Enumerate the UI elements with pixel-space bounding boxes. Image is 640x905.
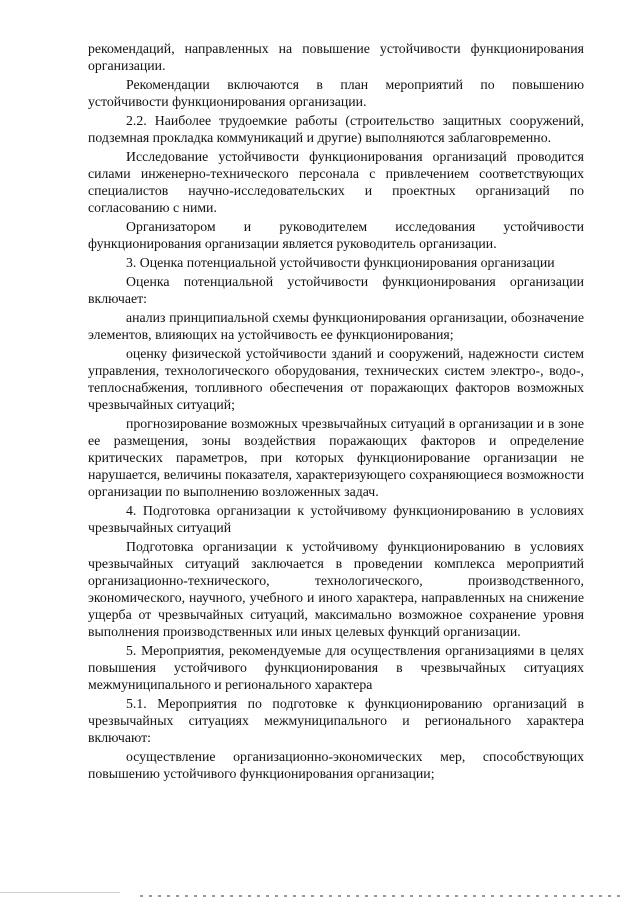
paragraph-4: Исследование устойчивости функционирования организаций проводится силами инженерно-технического персонала с привлечением соответствующих специалистов научно-исследовательских и проектных организаций по согласованию с ними.: [88, 149, 584, 215]
paragraph-15: осуществление организационно-экономических мер, способствующих повышению устойчивого функционирования организации;: [88, 749, 584, 781]
paragraph-9: оценку физической устойчивости зданий и сооружений, надежности систем управления, технологического оборудования, технических систем электро-, водо-, теплоснабжения, топливного обеспечения от поражающих факторов возможных чрезвычайных ситуаций;: [88, 346, 584, 412]
paragraph-2: Рекомендации включаются в план мероприятий по повышению устойчивости функционирования организации.: [88, 77, 584, 109]
paragraph-10: прогнозирование возможных чрезвычайных ситуаций в организации и в зоне ее размещения, зоны воздействия поражающих факторов и определение критических параметров, при которых функционирование организации не нарушается, величины показателя, характеризующего сохраняющиеся возможности организации по выполнению возложенных задач.: [88, 416, 584, 499]
paragraph-5: Организатором и руководителем исследования устойчивости функционирования организации является руководитель организации.: [88, 219, 584, 251]
scan-edge-line: [0, 892, 120, 893]
section-heading-3: 3. Оценка потенциальной устойчивости функционирования организации: [126, 255, 555, 270]
paragraph-1: рекомендаций, направленных на повышение устойчивости функционирования организации.: [88, 41, 584, 73]
paragraph-3: 2.2. Наиболее трудоемкие работы (строительство защитных сооружений, подземная прокладка коммуникаций и другие) выполняются заблаговременно.: [88, 113, 584, 145]
paragraph-7: Оценка потенциальной устойчивости функционирования организации включает:: [88, 274, 584, 306]
document-body: [88, 40, 584, 784]
section-heading-5: 5. Мероприятия, рекомендуемые для осуществления организациями в целях повышения устойчивого функционирования в чрезвычайных ситуациях межмуниципального и регионального характера: [88, 643, 584, 692]
paragraph-8: анализ принципиальной схемы функционирования организации, обозначение элементов, влияющих на устойчивость ее функционирования;: [88, 310, 584, 342]
section-heading-4: 4. Подготовка организации к устойчивому функционированию в условиях чрезвычайных ситуаций: [88, 503, 584, 535]
paragraph-14: 5.1. Мероприятия по подготовке к функционированию организаций в чрезвычайных ситуациях межмуниципального и регионального характера включают:: [88, 696, 584, 745]
scan-edge-dots: [140, 895, 620, 897]
paragraph-12: Подготовка организации к устойчивому функционированию в условиях чрезвычайных ситуаций заключается в проведении комплекса мероприятий организационно-технического, технологического, производственного, экономического, научного, учебного и иного характера, направленных на снижение ущерба от чрезвычайных ситуаций, максимально возможное сохранение уровня выполнения производственных или иных целевых функций организации.: [88, 539, 584, 639]
